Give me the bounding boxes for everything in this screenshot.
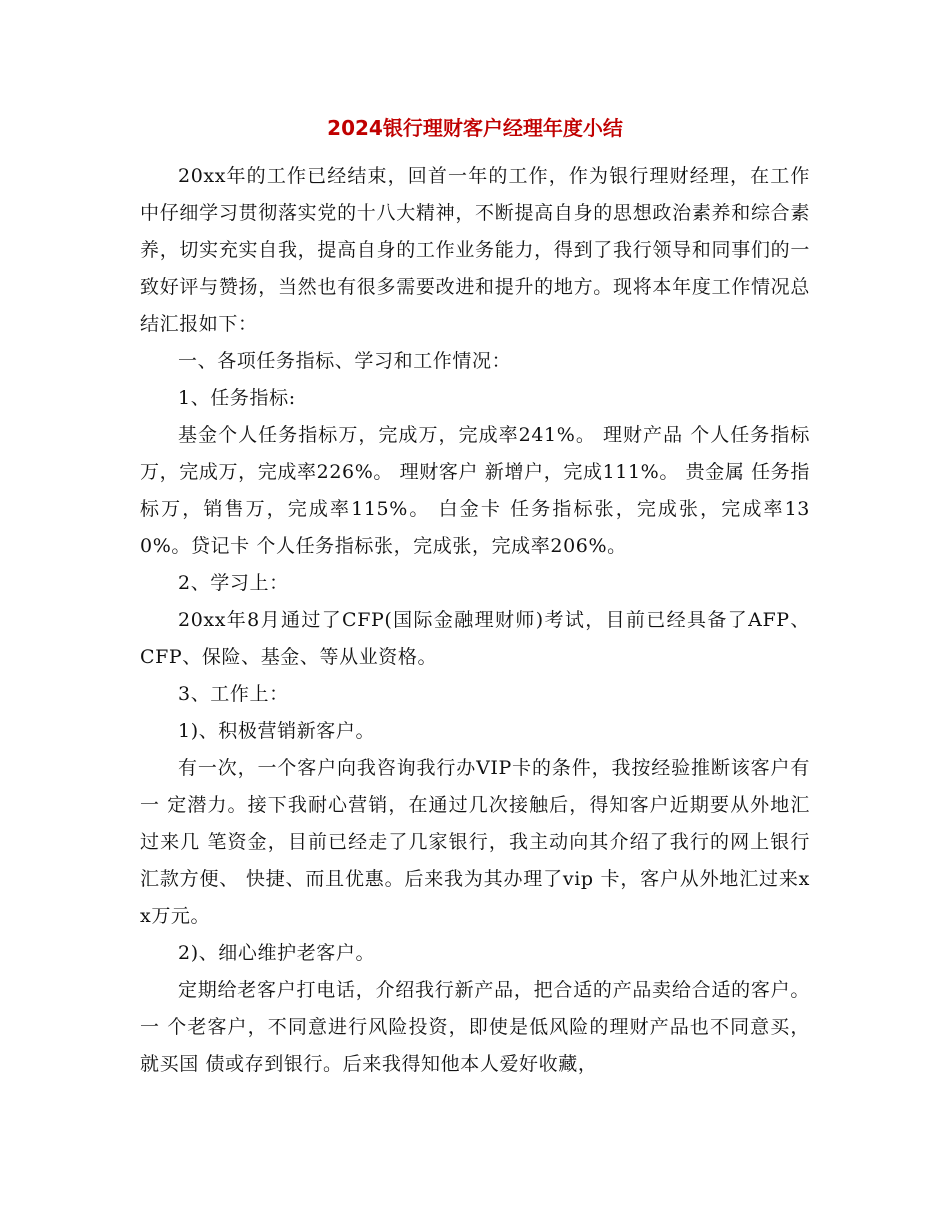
paragraph-old-clients: 定期给老客户打电话，介绍我行新产品，把合适的产品卖给合适的客户。一 个老客户，不同意进行风险投资，即使是低风险的理财产品也不同意买，就买国 债或存到银行。后来我得知他本人爱好收藏，: [140, 979, 810, 1075]
paragraph-intro: 20xx年的工作已经结束，回首一年的工作，作为银行理财经理，在工作中仔细学习贯彻落实党的十八大精神，不断提高自身的思想政治素养和综合素养，切实充实自我，提高自身的工作业务能力，得到了我行领导和同事们的一致好评与赞扬，当然也有很多需要改进和提升的地方。现将本年度工作情况总结汇报如下：: [140, 165, 810, 335]
subheading-old-clients: 2)、细心维护老客户。: [178, 942, 376, 964]
document-title: 2024银行理财客户经理年度小结: [327, 116, 623, 140]
paragraph-study: 20xx年8月通过了CFP(国际金融理财师)考试，目前已经具备了AFP、 CFP、保险、基金、等从业资格。: [140, 609, 810, 668]
paragraph-task-targets: 基金个人任务指标万，完成万，完成率241%。 理财产品 个人任务指标万，完成万，完成率226%。 理财客户 新增户，完成111%。 贵金属 任务指标万，销售万，完成率115%。 白金卡 任务指标张，完成张，完成率130%。贷记卡 个人任务指标张，完成张，完成率206%。: [140, 424, 810, 557]
section-heading-1: 一、各项任务指标、学习和工作情况：: [178, 350, 512, 372]
subheading-task-targets: 1、任务指标:: [178, 387, 296, 409]
subheading-new-clients: 1)、积极营销新客户。: [178, 720, 376, 742]
subheading-work: 3、工作上：: [178, 683, 289, 705]
document-body: [140, 158, 810, 1083]
paragraph-new-clients: 有一次，一个客户向我咨询我行办VIP卡的条件，我按经验推断该客户有一 定潜力。接下我耐心营销，在通过几次接触后，得知客户近期要从外地汇过来几 笔资金，目前已经走了几家银行，我主动向其介绍了我行的网上银行汇款方便、 快捷、而且优惠。后来我为其办理了vip 卡，客户从外地汇过来xx万元。: [140, 757, 810, 927]
subheading-study: 2、学习上：: [178, 572, 289, 594]
